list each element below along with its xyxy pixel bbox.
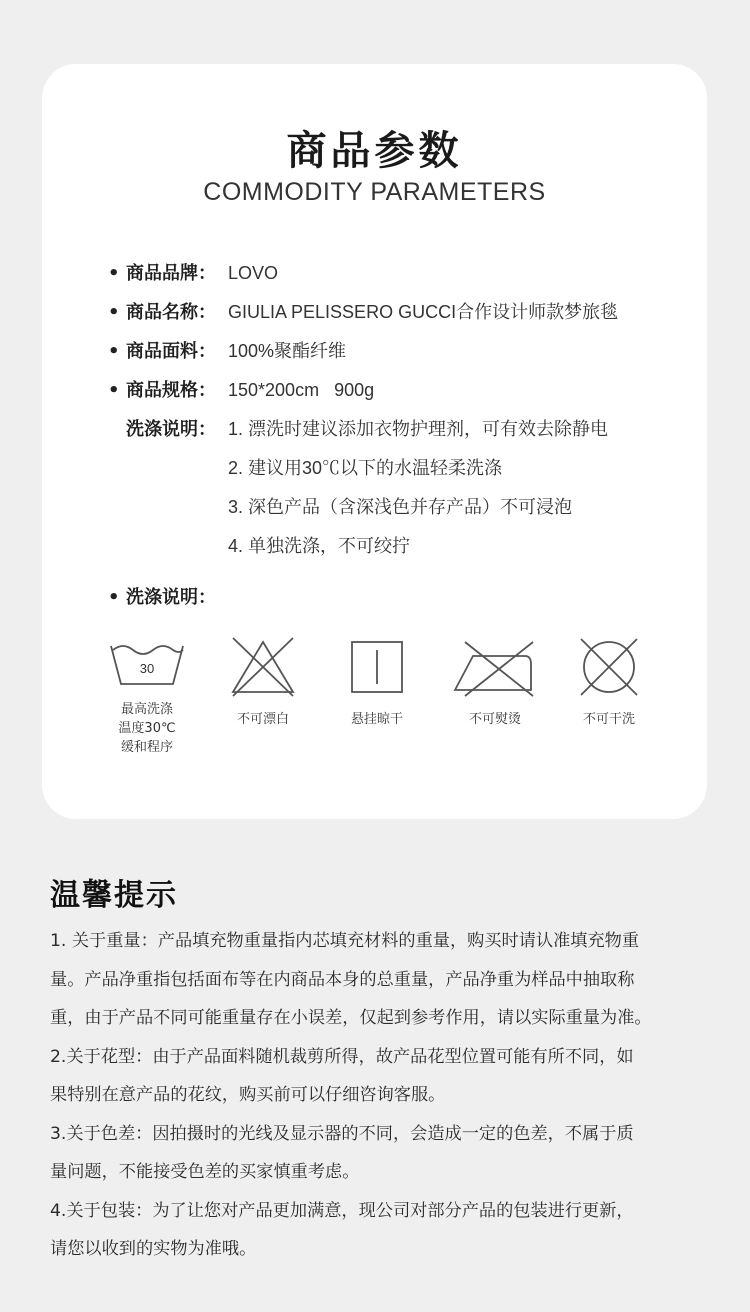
care-item-bleach — [208, 634, 318, 729]
param-value: 150*200cm 900g — [228, 380, 375, 400]
bullet: • — [108, 380, 120, 401]
tips-body — [50, 922, 715, 1269]
param-row-brand — [108, 259, 278, 289]
bullet: • — [108, 587, 120, 608]
hang-dry-icon — [344, 634, 410, 700]
wash-row-4 — [108, 532, 410, 562]
param-label: 商品面料： — [126, 341, 216, 362]
care-item-wash — [92, 634, 202, 757]
care-heading-label: 洗涤说明： — [126, 587, 216, 608]
care-heading — [108, 583, 228, 613]
care-item-iron — [440, 634, 550, 729]
tips-line: 请您以收到的实物为准哦。 — [50, 1239, 257, 1259]
wash-line: 4. 单独洗涤，不可绞拧 — [228, 536, 411, 556]
wash-line: 1. 漂洗时建议添加衣物护理剂，可有效去除静电 — [228, 419, 609, 439]
wash-label: 洗涤说明： — [126, 419, 216, 440]
page-subtitle: COMMODITY PARAMETERS — [203, 178, 546, 206]
no-dry-clean-icon — [576, 634, 642, 700]
wash-line: 2. 建议用30℃以下的水温轻柔洗涤 — [228, 458, 503, 478]
tips-line: 3.关于色差：因拍摄时的光线及显示器的不同，会造成一定的色差，不属于质 — [50, 1123, 634, 1144]
wash-line: 3. 深色产品（含深浅色并存产品）不可浸泡 — [228, 497, 573, 517]
care-item-dryclean — [554, 634, 664, 729]
care-item-dry — [322, 634, 432, 729]
no-bleach-icon — [227, 634, 299, 700]
param-value: GIULIA PELISSERO GUCCI合作设计师款梦旅毯 — [228, 302, 619, 322]
param-row-fabric — [108, 337, 346, 367]
tips-line: 量。产品净重指包括面布等在内商品本身的总重量，产品净重为样品中抽取称 — [50, 969, 635, 990]
param-row-name — [108, 298, 618, 328]
wash-30-icon — [107, 634, 187, 690]
param-value: 100%聚酯纤维 — [228, 341, 347, 361]
care-symbols — [104, 634, 664, 774]
care-label: 最高洗涤 温度30℃ 缓和程序 — [118, 702, 176, 755]
bullet: • — [108, 263, 120, 284]
param-label: 商品规格： — [126, 380, 216, 401]
param-label: 商品品牌： — [126, 263, 216, 284]
tips-line: 量问题，不能接受色差的买家慎重考虑。 — [50, 1162, 360, 1182]
tips-line: 果特别在意产品的花纹，购买前可以仔细咨询客服。 — [50, 1085, 446, 1105]
tips-line: 4.关于包装：为了让您对产品更加满意，现公司对部分产品的包装进行更新， — [50, 1200, 634, 1221]
no-iron-icon — [449, 634, 541, 700]
tips-title: 温馨提示 — [50, 878, 178, 913]
bullet: • — [108, 302, 120, 323]
wash-row-1 — [108, 415, 608, 445]
bullet: • — [108, 341, 120, 362]
wash-row-2 — [108, 454, 502, 484]
care-label: 不可干洗 — [582, 712, 635, 727]
page-title: 商品参数 — [286, 128, 463, 174]
param-label: 商品名称： — [126, 302, 216, 323]
tips-line: 重，由于产品不同可能重量存在小误差，仅起到参考作用，请以实际重量为准。 — [50, 1008, 652, 1028]
parameters-card — [42, 64, 707, 819]
wash-row-3 — [108, 493, 572, 523]
tips-line: 2.关于花型：由于产品面料随机裁剪所得，故产品花型位置可能有所不同，如 — [50, 1046, 634, 1067]
care-label: 不可熨烫 — [468, 712, 521, 727]
tips-line: 1. 关于重量：产品填充物重量指内芯填充材料的重量，购买时请认准填充物重 — [50, 931, 640, 951]
param-value: LOVO — [228, 263, 279, 283]
care-label: 不可漂白 — [236, 712, 289, 727]
wash-temp-text: 30 — [139, 661, 155, 676]
care-label: 悬挂晾干 — [350, 712, 403, 727]
param-row-spec — [108, 376, 374, 406]
